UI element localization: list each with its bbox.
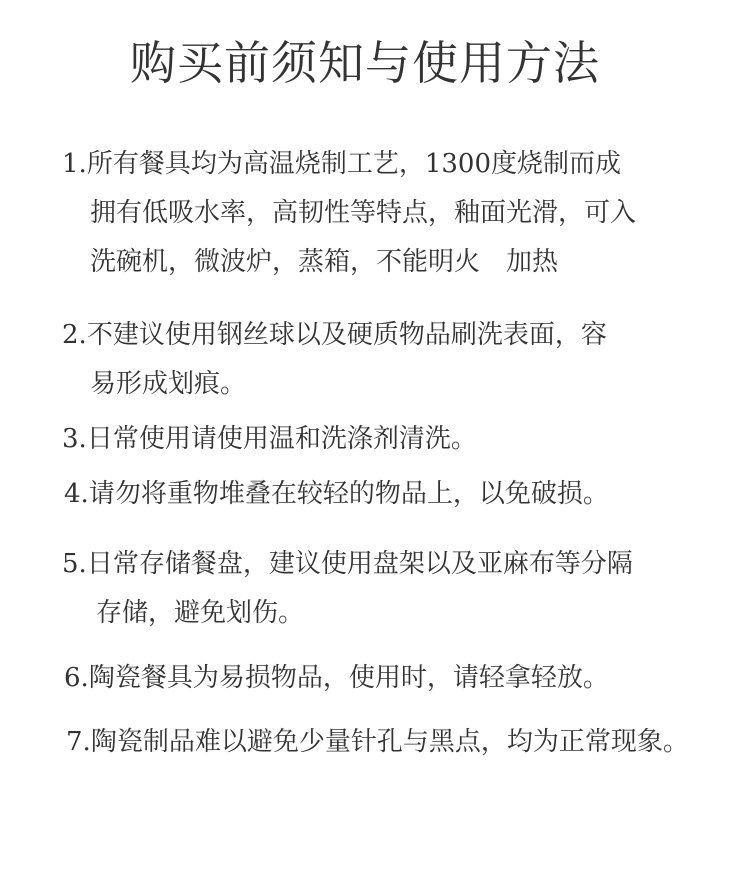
item-number: 7.: [66, 727, 91, 757]
item-number: 3.: [62, 424, 87, 454]
item-text: 易形成划痕。: [90, 369, 247, 399]
item-text: 洗碗机，微波炉，蒸箱，不能明火 加热: [90, 247, 559, 277]
item-text: 日常存储餐盘，建议使用盘架以及亚麻布等分隔: [86, 549, 633, 579]
item-number: 6.: [64, 663, 89, 693]
list-item-5: [62, 540, 633, 638]
item-first-line: [66, 718, 689, 767]
item-number: 4.: [64, 479, 89, 509]
item-text: 陶瓷餐具为易损物品，使用时，请轻拿轻放。: [88, 663, 609, 693]
item-first-line: [62, 415, 477, 464]
item-text: 日常使用请使用温和洗涤剂清洗。: [86, 424, 477, 454]
item-text: 所有餐具均为高温烧制工艺，1300度烧制而成: [86, 149, 621, 179]
list-item-4: [64, 470, 609, 519]
item-text: 不建议使用钢丝球以及硬质物品刷洗表面，容: [86, 320, 607, 350]
list-item-2: [62, 311, 607, 409]
item-text: 陶瓷制品难以避免少量针孔与黑点，均为正常现象。: [90, 727, 689, 757]
page-title: 购买前须知与使用方法: [130, 36, 600, 90]
list-item-1: [62, 140, 636, 287]
item-text: 请勿将重物堆叠在较轻的物品上，以免破损。: [88, 479, 609, 509]
list-item-6: [64, 654, 609, 703]
item-text: 存储，避免划伤。: [96, 598, 305, 628]
item-first-line: [62, 540, 633, 589]
item-number: 2.: [62, 320, 87, 350]
item-text: 拥有低吸水率，高韧性等特点，釉面光滑，可入: [90, 198, 637, 228]
list-item-3: [62, 415, 477, 464]
item-first-line: [64, 654, 609, 703]
list-item-7: [66, 718, 689, 767]
item-first-line: [62, 311, 607, 360]
item-first-line: [64, 470, 609, 519]
item-number: 1.: [62, 149, 87, 179]
item-first-line: [62, 140, 636, 189]
item-number: 5.: [62, 549, 87, 579]
